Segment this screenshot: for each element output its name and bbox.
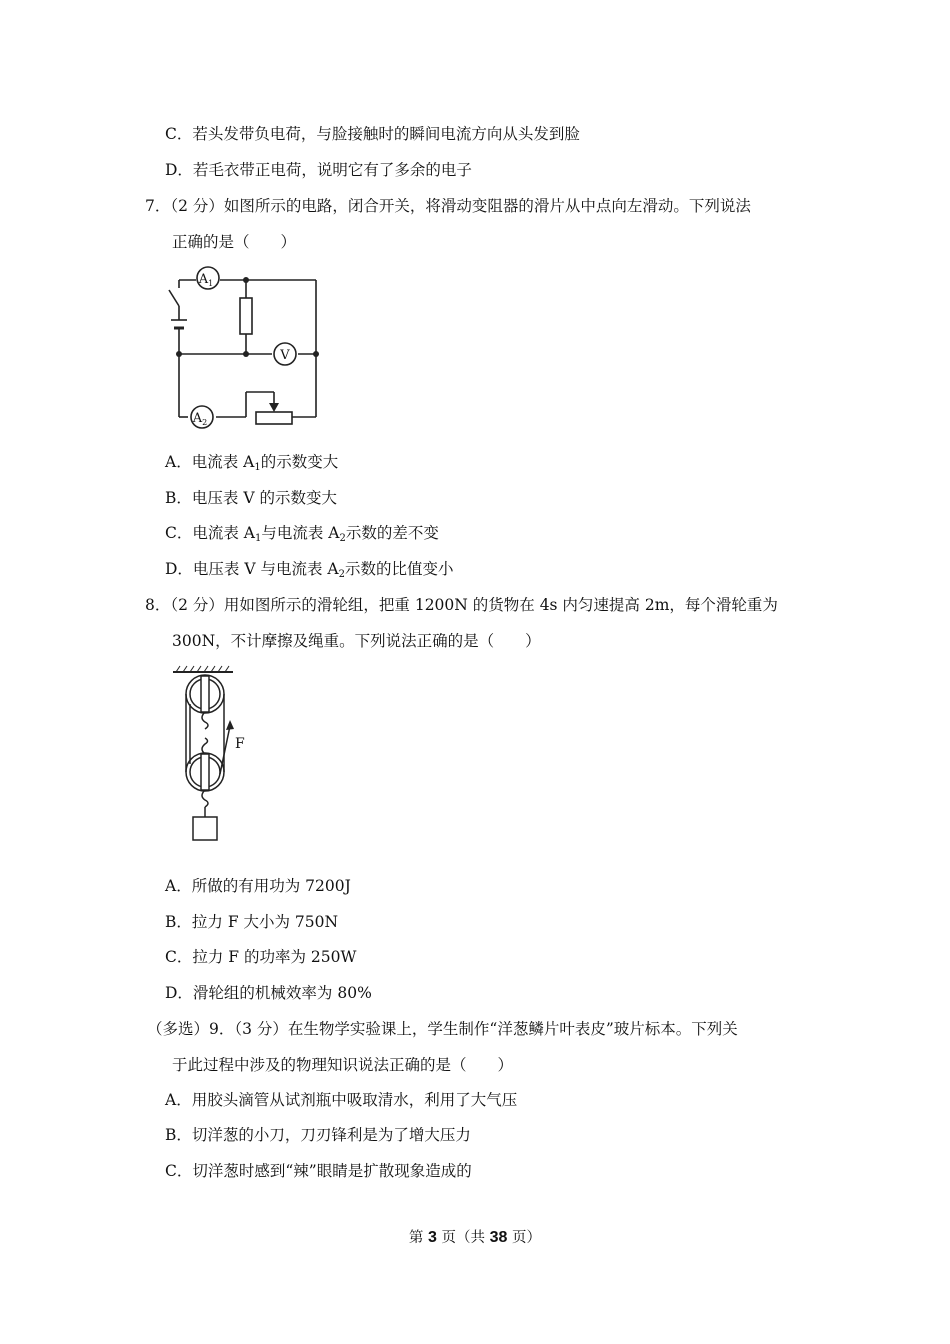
q7-option-b: B．电压表 V 的示数变大 xyxy=(165,489,337,507)
q9-option-b: B．切洋葱的小刀，刀刃锋利是为了增大压力 xyxy=(165,1126,471,1144)
force-label: F xyxy=(235,736,245,752)
page-footer: 第 3 页（共 38 页） xyxy=(408,1229,542,1246)
q9-option-c: C．切洋葱时感到“辣”眼睛是扩散现象造成的 xyxy=(165,1162,472,1180)
q7-option-d: D．电压表 V 与电流表 $A_2$示数的比值变小 xyxy=(165,560,454,580)
q9-option-a: A．用胶头滴管从试剂瓶中吸取清水，利用了大气压 xyxy=(165,1091,518,1109)
q8-option-b: B．拉力 F 大小为 750N xyxy=(165,913,339,931)
q8-option-c: C．拉力 F 的功率为 250W xyxy=(165,948,357,966)
page-total: 38 xyxy=(489,1229,508,1246)
q7-option-a: A．电流表 $A_1$的示数变大 xyxy=(165,453,339,473)
q8-stem-line2: 300N，不计摩擦及绳重。下列说法正确的是（ ） xyxy=(172,632,541,650)
voltmeter-label: V xyxy=(280,348,290,363)
q7-circuit-diagram xyxy=(160,262,330,434)
q7-stem-line2: 正确的是（ ） xyxy=(172,233,297,251)
q7-stem-line1: 7．（2 分）如图所示的电路，闭合开关，将滑动变阻器的滑片从中点向左滑动。下列说法 xyxy=(145,197,751,215)
q6-option-c: C．若头发带负电荷，与脸接触时的瞬间电流方向从头发到脸 xyxy=(165,125,580,143)
q8-option-a: A．所做的有用功为 7200J xyxy=(165,877,351,895)
ammeter-a1-label: $A_1$ xyxy=(198,272,214,288)
q9-stem-line1: （多选）9．（3 分）在生物学实验课上，学生制作“洋葱鳞片叶表皮”玻片标本。下列关 xyxy=(147,1020,738,1038)
q8-stem-line1: 8．（2 分）用如图所示的滑轮组，把重 1200N 的货物在 4s 内匀速提高 2m，每个滑轮重为 xyxy=(145,596,778,614)
q8-pulley-diagram xyxy=(168,664,258,844)
page-number: 3 xyxy=(428,1229,437,1246)
q9-stem-line2: 于此过程中涉及的物理知识说法正确的是（ ） xyxy=(172,1056,514,1074)
q6-option-d: D．若毛衣带正电荷，说明它有了多余的电子 xyxy=(165,161,472,179)
ammeter-a2-label: $A_2$ xyxy=(192,411,208,427)
q7-option-c: C．电流表 $A_1$与电流表 $A_2$示数的差不变 xyxy=(165,524,439,544)
q8-option-d: D．滑轮组的机械效率为 80% xyxy=(165,984,372,1002)
